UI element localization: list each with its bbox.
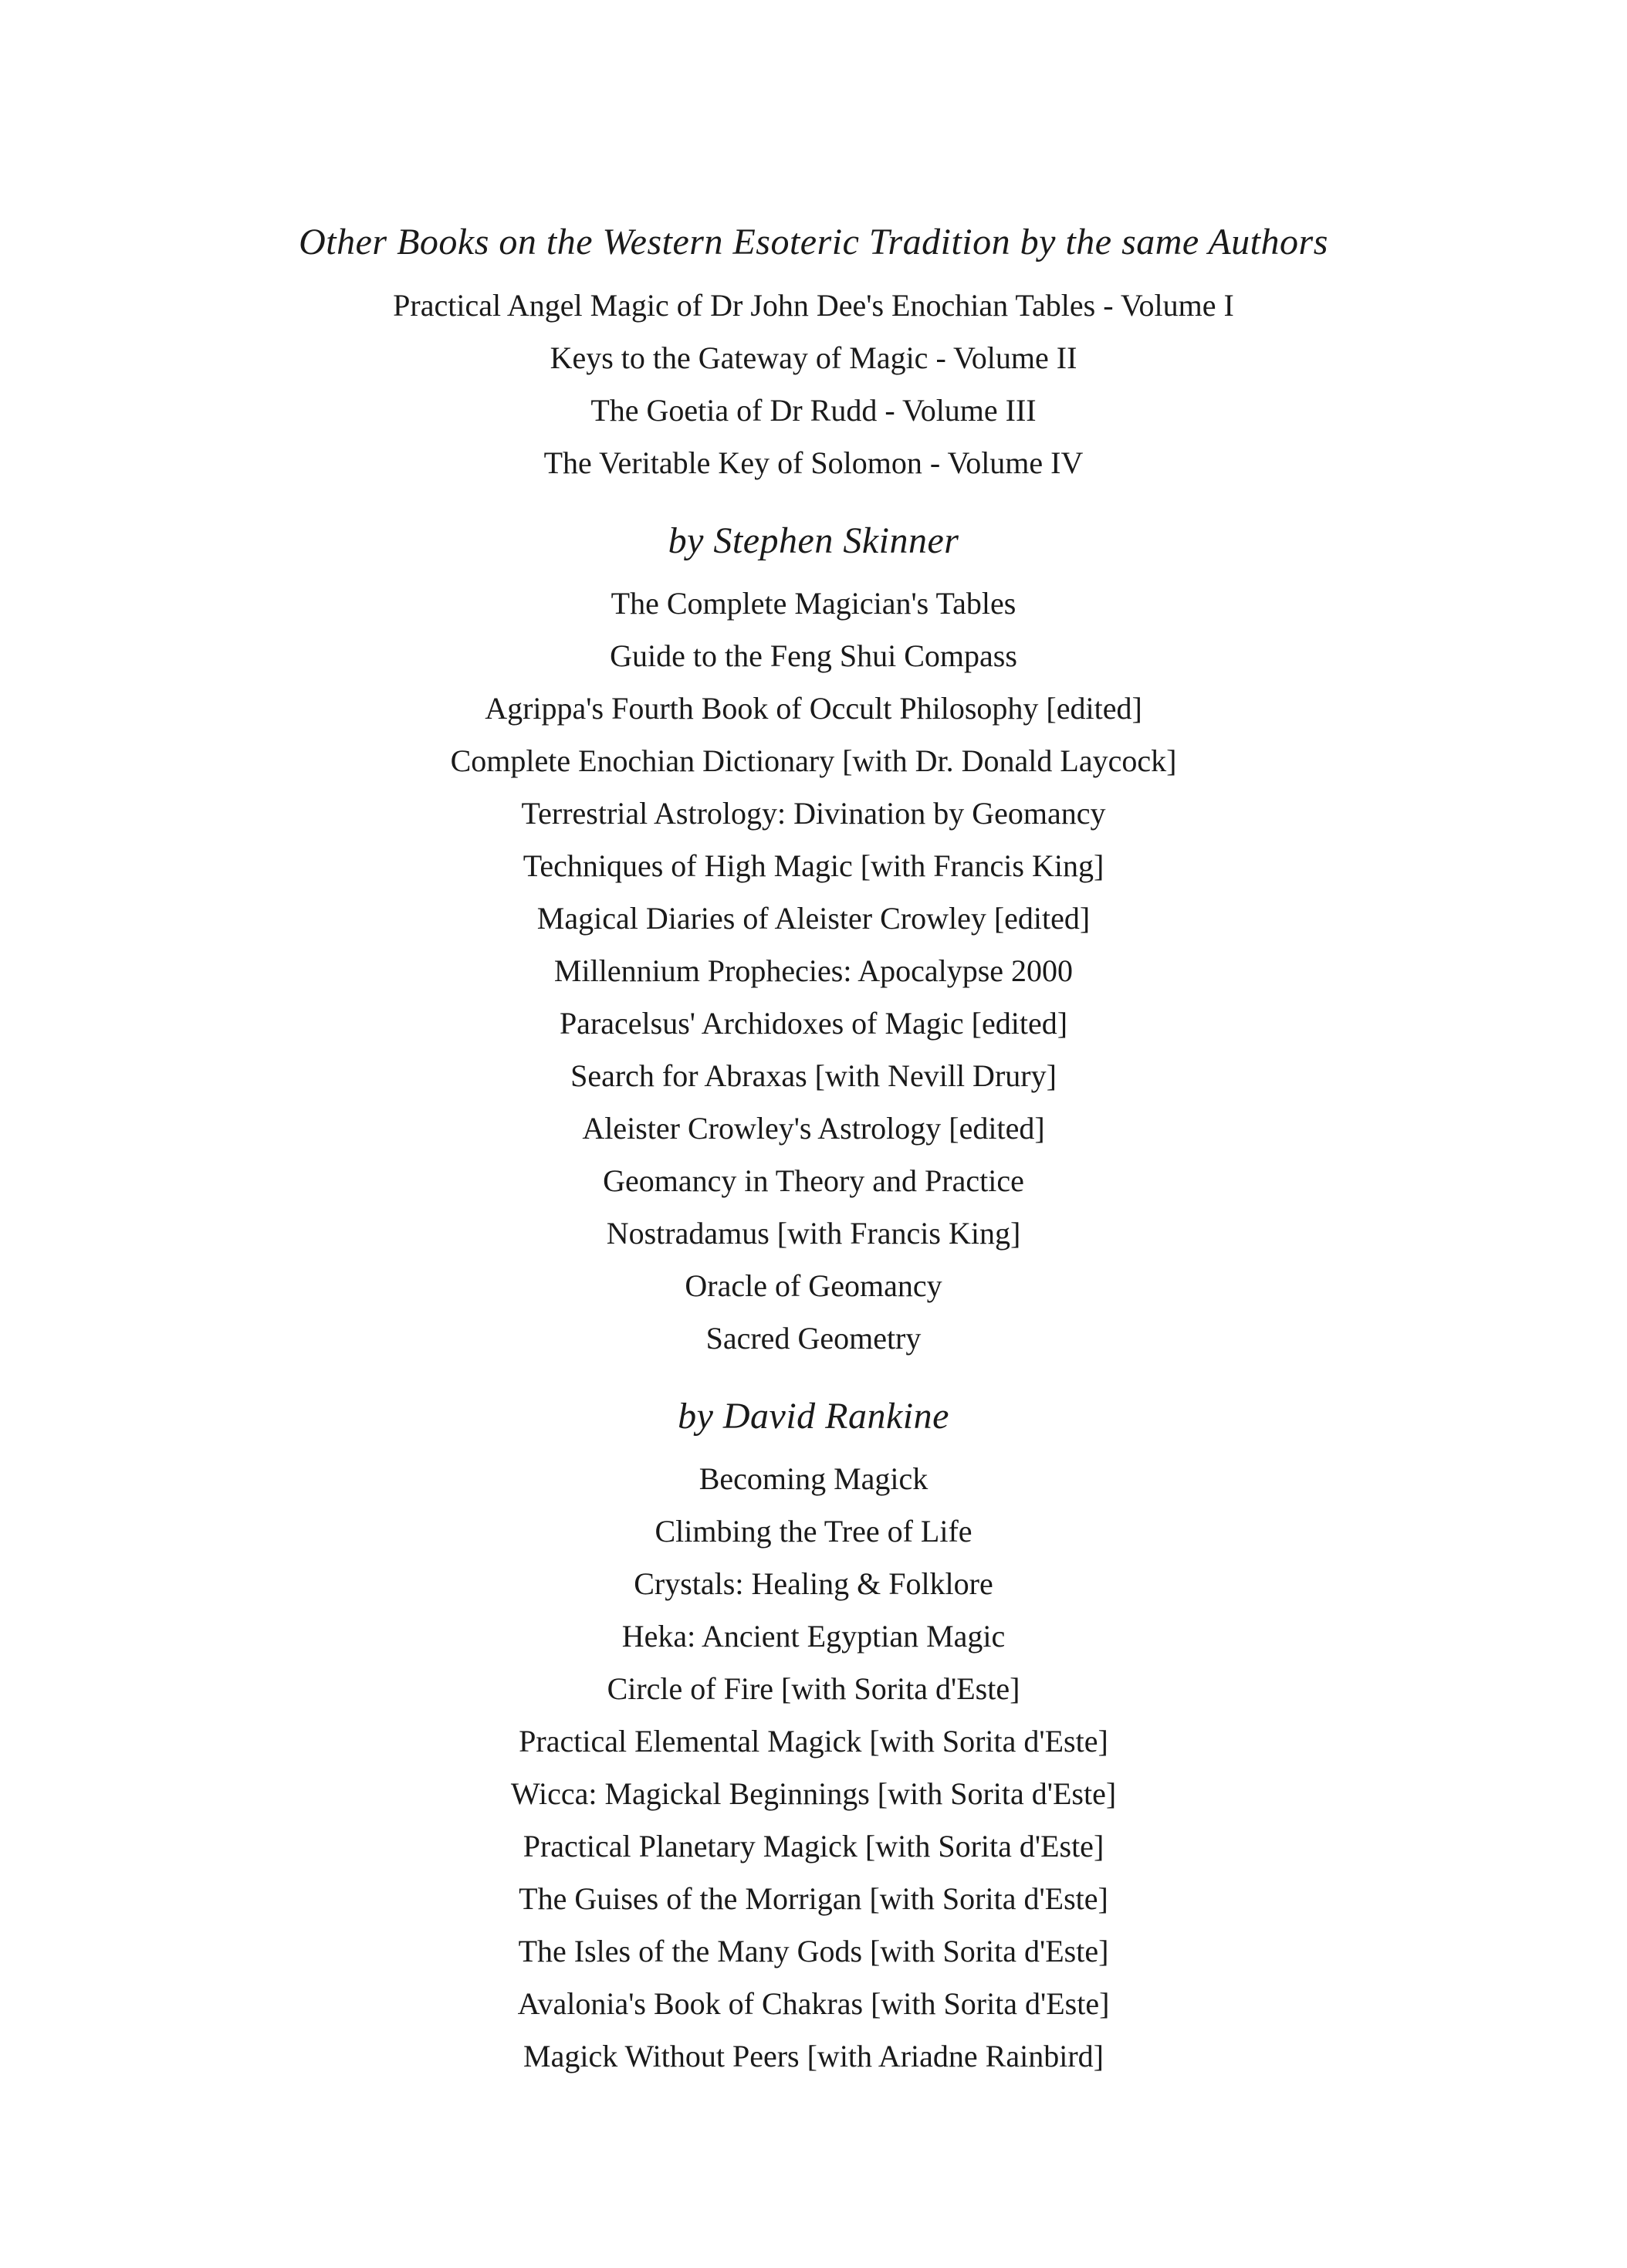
list-item: The Guises of the Morrigan [with Sorita d'Este]	[519, 1881, 1108, 1916]
list-item: Terrestrial Astrology: Divination by Geomancy	[521, 796, 1106, 831]
list-item: Wicca: Magickal Beginnings [with Sorita d'Este]	[510, 1776, 1117, 1811]
list-item: Practical Planetary Magick [with Sorita d'Este]	[523, 1829, 1104, 1863]
list-item: The Isles of the Many Gods [with Sorita d'Este]	[518, 1934, 1109, 1968]
rankine-heading: by David Rankine	[678, 1396, 949, 1437]
list-item: Search for Abraxas [with Nevill Drury]	[570, 1058, 1057, 1093]
list-item: Agrippa's Fourth Book of Occult Philosophy [edited]	[485, 691, 1142, 726]
list-item: Techniques of High Magic [with Francis King]	[523, 848, 1104, 883]
list-item: The Goetia of Dr Rudd - Volume III	[590, 393, 1037, 428]
list-item: Paracelsus' Archidoxes of Magic [edited]	[559, 1006, 1068, 1041]
list-item: Heka: Ancient Egyptian Magic	[621, 1619, 1006, 1654]
list-item: Practical Elemental Magick [with Sorita d'Este]	[519, 1724, 1108, 1759]
list-item: Sacred Geometry	[705, 1321, 922, 1356]
list-item: The Complete Magician's Tables	[611, 586, 1016, 621]
shared-books-list	[0, 279, 1627, 489]
list-item: Millennium Prophecies: Apocalypse 2000	[553, 953, 1074, 988]
list-item: Circle of Fire [with Sorita d'Este]	[607, 1671, 1020, 1706]
list-item: Keys to the Gateway of Magic - Volume II	[550, 340, 1077, 375]
list-item: Practical Angel Magic of Dr John Dee's Enochian Tables - Volume I	[393, 288, 1234, 323]
rankine-books-list	[0, 1453, 1627, 2083]
list-item: Oracle of Geomancy	[685, 1268, 942, 1303]
skinner-books-list	[0, 577, 1627, 1365]
list-item: Nostradamus [with Francis King]	[606, 1216, 1021, 1251]
list-item: Becoming Magick	[698, 1461, 929, 1496]
list-item: Guide to the Feng Shui Compass	[610, 638, 1017, 673]
list-item: Aleister Crowley's Astrology [edited]	[582, 1111, 1045, 1146]
list-item: Geomancy in Theory and Practice	[603, 1163, 1024, 1198]
list-item: Climbing the Tree of Life	[655, 1514, 972, 1549]
main-heading: Other Books on the Western Esoteric Tradition by the same Authors	[299, 222, 1328, 262]
list-item: Magical Diaries of Aleister Crowley [edited]	[536, 901, 1091, 936]
list-item: Complete Enochian Dictionary [with Dr. Donald Laycock]	[450, 743, 1177, 778]
list-item: Magick Without Peers [with Ariadne Rainbird]	[523, 2039, 1104, 2073]
list-item: Crystals: Healing & Folklore	[634, 1566, 993, 1601]
skinner-heading: by Stephen Skinner	[668, 520, 959, 561]
list-item: The Veritable Key of Solomon - Volume IV	[543, 445, 1084, 480]
list-item: Avalonia's Book of Chakras [with Sorita d'Este]	[517, 1986, 1110, 2021]
